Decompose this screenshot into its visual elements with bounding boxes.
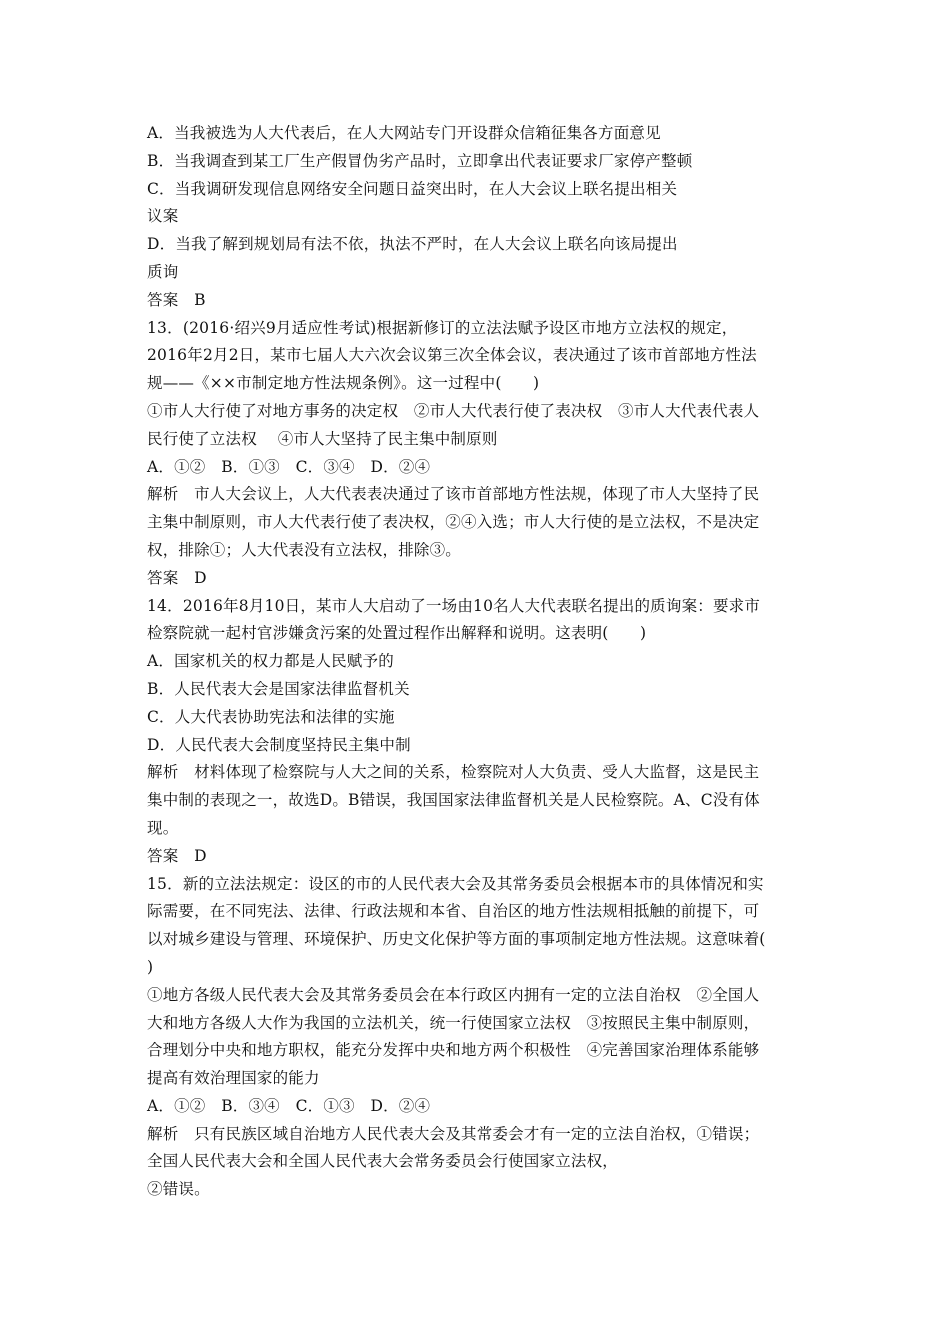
analysis-14-line-3: 现。 [147,818,179,837]
analysis-13-line-3: 权，排除①；人大代表没有立法权，排除③。 [147,540,462,559]
analysis-15-line-2: 全国人民代表大会和全国人民代表大会常务委员会行使国家立法权， [147,1152,619,1171]
answer-14: 答案 D [147,846,207,865]
analysis-14-line-1: 解析 材料体现了检察院与人大之间的关系，检察院对人大负责、受人大监督，这是民主 [147,763,760,782]
question-13-statements-1: ①市人大行使了对地方事务的决定权 ②市人大代表行使了表决权 ③市人大代表代表人 [147,401,760,420]
question-14-option-a: A．国家机关的权力都是人民赋予的 [147,652,394,671]
question-15-statements-4: 提高有效治理国家的能力 [147,1069,320,1088]
question-14-option-c: C．人大代表协助宪法和法律的实施 [147,707,395,726]
answer-12: 答案 B [147,290,206,309]
analysis-14-line-2: 集中制的表现之一，故选D。B错误，我国国家法律监督机关是人民检察院。A、C没有体 [147,791,760,810]
question-14-option-d: D．人民代表大会制度坚持民主集中制 [147,735,411,754]
question-13-options: A．①② B．①③ C．③④ D．②④ [147,457,431,476]
question-13-line-2: 2016年2月2日，某市七届人大六次会议第三次全体会议，表决通过了该市首部地方性法 [147,346,757,365]
question-13-line-1: 13．(2016·绍兴9月适应性考试)根据新修订的立法法赋予设区市地方立法权的规定， [147,318,738,337]
option-d-line: D．当我了解到规划局有法不依，执法不严时，在人大会议上联名向该局提出 [147,235,678,254]
analysis-13-line-1: 解析 市人大会议上，人大代表表决通过了该市首部地方性法规，体现了市人大坚持了民 [147,485,760,504]
document-body [147,120,812,1204]
analysis-15-line-1: 解析 只有民族区域自治地方人民代表大会及其常委会才有一定的立法自治权，①错误； [147,1124,760,1143]
question-13-line-3: 规——《××市制定地方性法规条例》。这一过程中( ) [147,374,540,393]
option-d-continuation: 质询 [147,262,179,281]
question-15-line-4: ) [147,957,154,976]
option-b-line: B．当我调查到某工厂生产假冒伪劣产品时，立即拿出代表证要求厂家停产整顿 [147,151,693,170]
question-15-statements-2: 大和地方各级人大作为我国的立法机关，统一行使国家立法权 ③按照民主集中制原则， [147,1013,760,1032]
option-c-line: C．当我调研发现信息网络安全问题日益突出时，在人大会议上联名提出相关 [147,179,678,198]
answer-13: 答案 D [147,568,207,587]
option-a-line: A．当我被选为人大代表后，在人大网站专门开设群众信箱征集各方面意见 [147,124,661,142]
question-14-line-2: 检察院就一起村官涉嫌贪污案的处置过程作出解释和说明。这表明( ) [147,624,647,643]
analysis-13-line-2: 主集中制原则，市人大代表行使了表决权，②④入选；市人大行使的是立法权，不是决定 [147,513,760,532]
question-15-line-3: 以对城乡建设与管理、环境保护、历史文化保护等方面的事项制定地方性法规。这意味着( [147,930,766,949]
analysis-15-line-3: ②错误。 [147,1180,210,1199]
question-13-statements-2: 民行使了立法权 ④市人大坚持了民主集中制原则 [147,429,498,448]
question-15-line-1: 15．新的立法法规定：设区的市的人民代表大会及其常务委员会根据本市的具体情况和实 [147,874,764,893]
question-15-options: A．①② B．③④ C．①③ D．②④ [147,1096,431,1115]
question-15-statements-3: 合理划分中央和地方职权，能充分发挥中央和地方两个积极性 ④完善国家治理体系能够 [147,1041,760,1060]
option-c-continuation: 议案 [147,207,179,226]
question-14-line-1: 14．2016年8月10日，某市人大启动了一场由10名人大代表联名提出的质询案：要求市 [147,596,761,615]
question-15-line-2: 际需要，在不同宪法、法律、行政法规和本省、自治区的地方性法规相抵触的前提下，可 [147,902,760,921]
question-15-statements-1: ①地方各级人民代表大会及其常务委员会在本行政区内拥有一定的立法自治权 ②全国人 [147,985,760,1004]
question-14-option-b: B．人民代表大会是国家法律监督机关 [147,679,410,698]
